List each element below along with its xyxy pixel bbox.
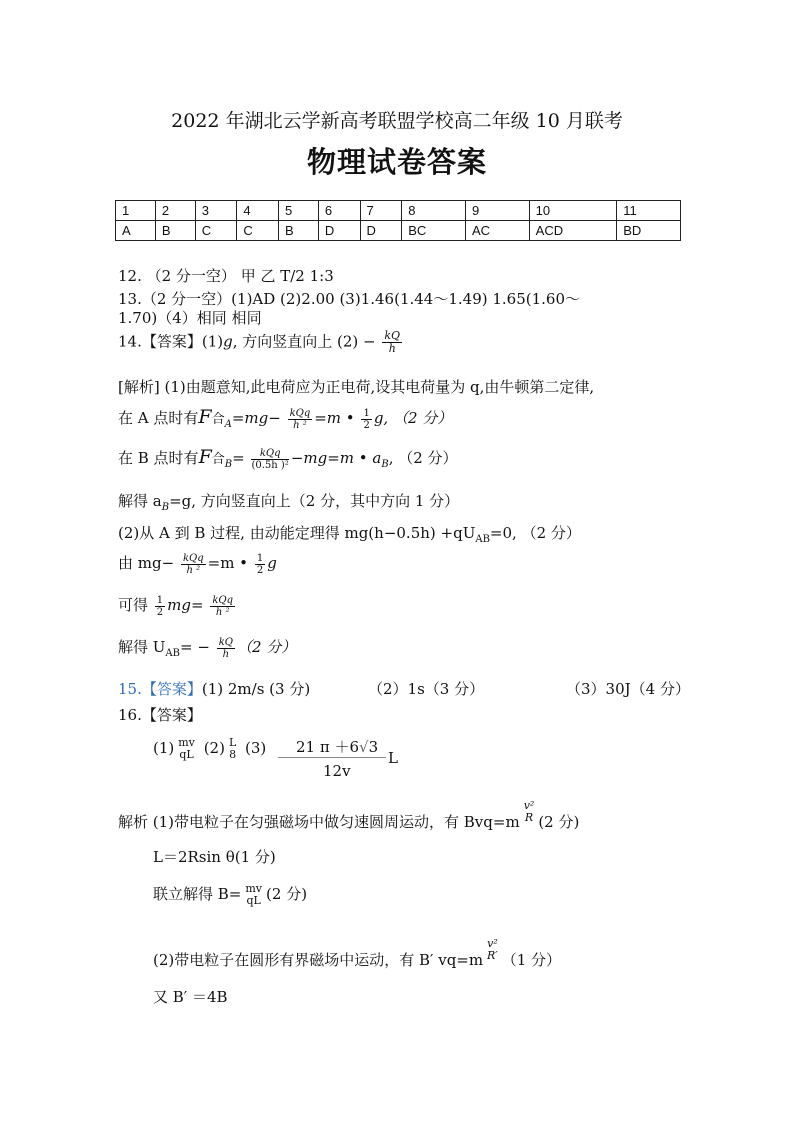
answer-cell: A — [116, 221, 156, 241]
mv-over-ql-fraction: mv qL — [178, 736, 195, 762]
answer-cell: B — [155, 221, 195, 241]
q15-part3: （3）30J（4 分） — [566, 680, 690, 698]
answer-table — [115, 200, 681, 241]
q16-solution-step5: 又 B′ ＝4B — [153, 988, 228, 1006]
answer-cell: BC — [402, 221, 466, 241]
kqq-over-h2-fraction: $\frac{\text{kQq}}{\text{h ²}}$ — [212, 594, 234, 618]
question-number: 8 — [402, 201, 466, 221]
one-half-fraction: $\frac{1}{2}$ — [363, 407, 370, 431]
v2-over-r-fraction: v² R — [523, 799, 535, 825]
question-number: 6 — [318, 201, 360, 221]
answer-table-answer-row — [116, 221, 681, 241]
q15-answer: 15.【答案】(1) 2m/s (3 分) — [118, 680, 311, 698]
question-number: 1 — [116, 201, 156, 221]
sqrt-icon: √ — [359, 738, 369, 756]
q14-part2: (2)从 A 到 B 过程, 由动能定理得 $mg(h-0.5h) +qU_{AB}=0$, （2 分） — [118, 524, 581, 545]
answer-cell: D — [318, 221, 360, 241]
question-number: 9 — [465, 201, 529, 221]
q14-from-equation: 由 mg− $\frac{\text{kQq}}{\text{h ²}}$ =m • $\frac{1}{2}$ g — [118, 552, 277, 576]
l-over-8-fraction: L 8 — [228, 736, 237, 762]
q15-part2: （2）1s（3 分） — [368, 680, 485, 698]
q12-answer: 12. （2 分一空） 甲 乙 T/2 1:3 — [118, 267, 334, 285]
one-half-fraction: $\frac{1}{2}$ — [156, 594, 164, 618]
answer-cell: C — [195, 221, 237, 241]
q16-solution-step2: L＝2Rsin θ(1 分) — [153, 848, 276, 866]
q14-solve-uab: 解得 $U_{AB}=$ − $\frac{kQ}{h}$ （2 分） — [118, 636, 297, 660]
question-number: 5 — [279, 201, 319, 221]
exam-title: 2022 年湖北云学新高考联盟学校高二年级 10 月联考 — [171, 110, 623, 132]
one-half-fraction: $\frac{1}{2}$ — [256, 552, 264, 576]
kq-over-h-fraction: $\frac{kQ}{h}$ — [218, 636, 233, 660]
question-number: 4 — [237, 201, 279, 221]
kqq-over-h2-fraction: $\frac{\text{kQq}}{\text{h ²}}$ — [182, 552, 204, 576]
question-number: 7 — [360, 201, 402, 221]
q16-answer3-numerator: 21 π ＋6√3 — [296, 738, 379, 756]
q14-mid: , 方向竖直向上 (2) − — [232, 332, 376, 351]
fraction-bar — [278, 757, 386, 758]
answer-cell: D — [360, 221, 402, 241]
q14-answer — [118, 330, 404, 355]
q16-solution-step4: (2)带电粒子在圆形有界磁场中运动，有 B′ vq=m v² R′ （1 分） — [153, 937, 562, 970]
q14-obtain-equation: 可得 $\frac{1}{2}$ mg= $\frac{\text{kQq}}{\text{h ²}}$ — [118, 594, 234, 618]
answer-cell: ACD — [529, 221, 617, 241]
question-number: 11 — [617, 201, 681, 221]
kq-over-h-fraction: $\frac{kQ}{h}$ — [384, 329, 401, 356]
q14-solve-ab: 解得 $a_B=g$, 方向竖直向上（2 分，其中方向 1 分） — [118, 492, 460, 513]
q14-analysis: [解析] (1)由题意知,此电荷应为正电荷,设其电荷量为 q,由牛顿第二定律, — [118, 378, 595, 396]
q16-answers: (1) mv qL (2) L 8 (3) — [153, 736, 267, 762]
answer-key-title: 物理试卷答案 — [306, 145, 487, 179]
answer-cell: B — [279, 221, 319, 241]
q16-answer3-tail: L — [388, 749, 398, 767]
q16-solution-step3: 联立解得 B= mv qL (2 分) — [153, 882, 308, 908]
q14-point-a-equation: 在 A 点时有F合$_A$=mg− $\frac{\text{kQq}}{\text{h ²}}$ =m • $\frac{1}{2}$ g, （2 分） — [118, 406, 453, 431]
answer-cell: AC — [465, 221, 529, 241]
q16-title: 16.【答案】 — [118, 706, 202, 724]
answer-table-number-row — [116, 201, 681, 221]
q16-answer3-denominator: 12v — [323, 762, 351, 780]
q14-point-b-equation: 在 B 点时有F合$_B$= $\frac{\text{kQq}}{\text{(0.5h )²}}$ −mg=m • $a_B$, （2 分） — [118, 446, 458, 471]
q16-solution-step1: 解析 (1)带电粒子在匀强磁场中做匀速圆周运动，有 Bvq=m v² R (2 分) — [118, 799, 580, 832]
answer-cell: BD — [617, 221, 681, 241]
v2-over-r-prime-fraction: v² R′ — [487, 937, 498, 963]
mv-over-ql-fraction: mv qL — [245, 882, 263, 908]
question-number: 2 — [155, 201, 195, 221]
question-number: 3 — [195, 201, 237, 221]
kqq-over-h2-fraction: $\frac{\text{kQq}}{\text{h ²}}$ — [289, 407, 311, 431]
q14-prefix: 14.【答案】(1) — [118, 332, 224, 351]
question-number: 10 — [529, 201, 617, 221]
kqq-over-half-h-fraction: $\frac{\text{kQq}}{\text{(0.5h )²}}$ — [251, 447, 289, 471]
answer-cell: C — [237, 221, 279, 241]
q13-answer-line1: 13.（2 分一空）(1)AD (2)2.00 (3)1.46(1.44～1.49) 1.65(1.60～ — [118, 290, 581, 308]
q14-g: g — [223, 332, 233, 351]
q13-answer-line2: 1.70)（4）相同 相同 — [118, 309, 262, 327]
